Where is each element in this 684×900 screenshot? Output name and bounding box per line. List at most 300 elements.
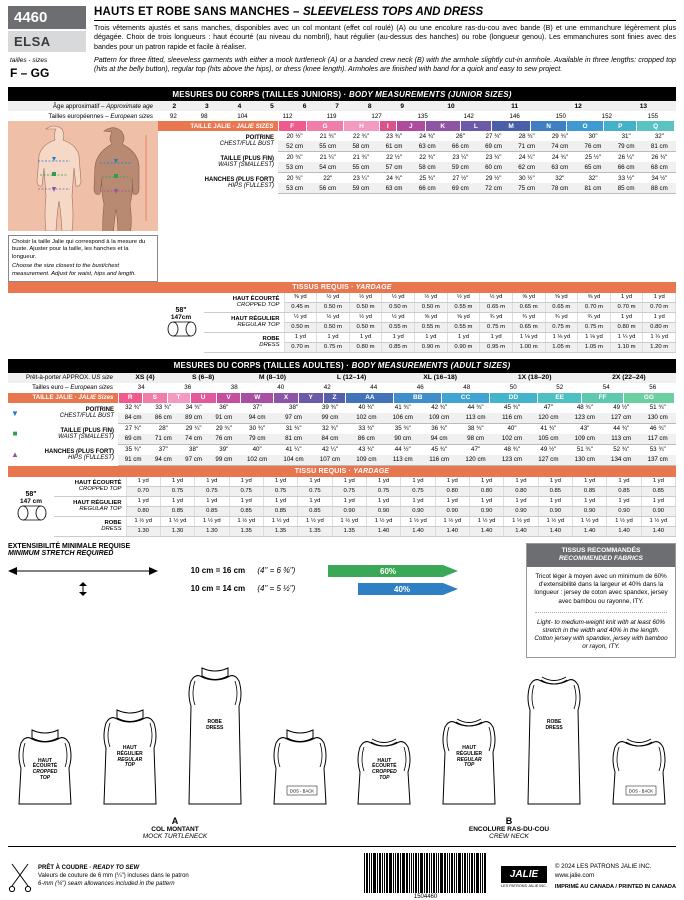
adult-yardage-bar-en: YARDAGE: [353, 467, 390, 475]
adult-m-cell: 0.75: [332, 486, 366, 496]
stretch-40-bar: [328, 581, 458, 597]
adult-fabric-width: [8, 491, 54, 523]
barcode: [364, 853, 487, 893]
barcode-bar: [369, 853, 370, 893]
adult-m-cell: 0.90: [504, 506, 538, 516]
junior-euro-cell-v: 119: [326, 112, 337, 120]
junior-letter-cell: J: [396, 121, 425, 131]
adult-letter-cell: Y: [298, 393, 323, 403]
title-row: [94, 6, 676, 21]
barcode-bar: [462, 853, 463, 893]
junior-section-fr: MESURES DU CORPS (TAILLES JUNIORS): [172, 89, 342, 99]
adult-letter-cell: GG: [623, 393, 674, 403]
junior-inch-cell: 32": [555, 174, 565, 182]
barcode-bar: [389, 853, 392, 893]
junior-yardage-bar-en: YARDAGE: [355, 283, 392, 291]
junior-euro-cell-v: 112: [282, 112, 293, 120]
garment-caption: HAUT RÉGULIER REGULAR TOP: [116, 745, 143, 769]
adult-inch-cell: 45 ¾": [504, 404, 520, 412]
adult-m-cell: 0.85: [572, 486, 606, 496]
adult-inch-cell: 37": [252, 404, 262, 412]
junior-yd-cell: ¾ yd: [578, 312, 611, 322]
stretch-row1-text: [158, 566, 328, 575]
adult-cm-cell: 94 cm: [148, 455, 178, 466]
adult-m-cell: 0.90: [607, 506, 641, 516]
adult-m-cell: 1.35: [332, 526, 366, 536]
adult-yd-cell: 1 yd: [263, 477, 297, 487]
adult-euro-cell: [118, 383, 676, 393]
junior-yard-row: [204, 312, 676, 322]
junior-inch-cell: 32": [654, 132, 664, 140]
garment-caption: HAUT RÉGULIER REGULAR TOP: [456, 745, 483, 769]
adult-letter-cell: FF: [582, 393, 623, 403]
barcode-bar: [415, 853, 417, 893]
view-b-letter: B: [505, 816, 513, 827]
adult-inch-cell: 43": [580, 425, 590, 433]
barcode-bar: [366, 853, 368, 893]
barcode-bar: [476, 853, 479, 893]
junior-m-cell: 0.50 m: [284, 322, 317, 332]
stretch-row-2: [8, 581, 518, 597]
junior-yd-cell: ½ yd: [284, 312, 317, 322]
adult-inch-cell: 41 ¾": [540, 425, 557, 433]
junior-inch-cell: 24 ¾": [386, 174, 403, 182]
adult-yard-label: HAUT ÉCOURTÉ CROPPED TOP: [54, 477, 126, 497]
adult-jalie-label-fr: TAILLE JALIE ·: [32, 394, 77, 402]
ready-line: [38, 865, 189, 873]
junior-inch-cell: 26 ¼": [618, 153, 635, 161]
barcode-bar: [482, 853, 483, 893]
adult-inch-cell: 35 ¾": [125, 446, 142, 454]
adult-letter-cell: T: [167, 393, 190, 403]
adult-jalie-label: [8, 393, 118, 403]
adult-cm-cell: 97 cm: [178, 455, 208, 466]
adult-row-marker-icon: ▼: [11, 408, 19, 418]
adult-cm-cell: 137 cm: [639, 455, 676, 466]
adult-cm-cell: 127 cm: [530, 455, 566, 466]
adult-yard-row-m: [54, 506, 676, 516]
junior-m-cell: 0.90 m: [415, 342, 448, 352]
junior-letter-cell: L: [460, 121, 491, 131]
junior-m-cell: 0.50 m: [317, 322, 350, 332]
adult-yd-cell: 1 ½ yd: [298, 516, 332, 526]
adult-inch-cell: 39": [219, 446, 229, 454]
adult-m-cell: 1.40: [607, 526, 641, 536]
junior-yd-cell: 1 yd: [643, 293, 676, 303]
junior-inch-cell: 23 ¾": [386, 132, 403, 140]
stretch-row2-text: [158, 584, 328, 593]
junior-cm-cell: 59 cm: [444, 162, 477, 173]
junior-m-cell: 0.75 m: [317, 342, 350, 352]
adult-inch-cell: 44 ¾": [467, 404, 484, 412]
adult-m-cell: 0.80: [504, 486, 538, 496]
junior-euro-values-row: [158, 111, 676, 121]
junior-inch-cell: 23 ¼": [452, 153, 469, 161]
junior-letter-cell: M: [491, 121, 531, 131]
barcode-bar: [420, 853, 423, 893]
junior-yd-cell: 1 yd: [349, 332, 382, 342]
adult-inch-cell: 44 ½": [394, 446, 411, 454]
junior-yd-cell: ½ yd: [415, 293, 448, 303]
adult-inch-cell: 38 ¾": [467, 425, 484, 433]
adult-yd-cell: 1 yd: [504, 477, 538, 487]
junior-m-cell: 0.55 m: [447, 302, 480, 312]
title-separator: –: [289, 6, 303, 18]
junior-yard-label: ROBE DRESS: [204, 332, 284, 352]
junior-m-cell: 0.80 m: [610, 322, 643, 332]
junior-m-cell: 0.55 m: [447, 322, 480, 332]
stretch-row2-in: (4" = 5 ½"): [257, 584, 296, 594]
junior-cm-cell: 58 cm: [344, 141, 377, 152]
jalie-logo-text: JALIE: [501, 866, 547, 883]
stretch-60-bar: [328, 563, 458, 579]
junior-age-cell: 12: [574, 102, 582, 110]
garment-drawing: [178, 662, 252, 814]
adult-cm-cell: 102 cm: [494, 434, 530, 445]
adult-m-cell: 1.40: [504, 526, 538, 536]
barcode-bar: [464, 853, 466, 893]
adult-inch-cell: 43 ¾": [358, 446, 375, 454]
junior-inch-cell: 23 ¼": [352, 174, 369, 182]
adult-m-cell: 1.35: [263, 526, 297, 536]
junior-yardage-bar: [8, 282, 676, 293]
adult-cm-cell: 76 cm: [209, 434, 239, 445]
junior-euro-cell-v: 135: [417, 112, 428, 120]
adult-m-cell: 1.40: [401, 526, 435, 536]
junior-section-bar: MESURES DU CORPS (TAILLES JUNIORS) · BODY MEASUREMENTS (JUNIOR SIZES): [8, 87, 676, 101]
barcode-bar: [429, 853, 430, 893]
junior-yd-cell: 1 yd: [317, 332, 350, 342]
adult-m-cell: 1.40: [469, 526, 503, 536]
adult-cm-cell: 134 cm: [603, 455, 639, 466]
fabric-roll-icon-2: [15, 505, 47, 521]
adult-yd-cell: 1 ½ yd: [195, 516, 229, 526]
adult-m-cell: 0.75: [401, 486, 435, 496]
adult-letter-cell: X: [274, 393, 299, 403]
adult-yd-cell: 1 yd: [298, 477, 332, 487]
junior-jalie-header-row: [158, 121, 676, 131]
adult-us-cell-v: XS (4): [135, 374, 155, 382]
junior-inch-cell: 20 ¾": [286, 153, 303, 161]
adult-euro-values-row: [118, 383, 676, 393]
garment-drawing: [432, 704, 506, 814]
junior-figure: [8, 121, 158, 282]
seam-en: 6-mm (¼") seam allowances included in the pattern: [38, 880, 175, 887]
adult-width-in: 58": [25, 490, 37, 498]
adult-inch-cell: 37": [158, 446, 168, 454]
adult-yard-row-m: [54, 486, 676, 496]
adult-euro-cell-v: 40: [277, 384, 285, 392]
adult-row-label: POITRINE CHEST/FULL BUST: [59, 407, 114, 420]
stretch-row1-in: (4" = 6 ⅜"): [257, 566, 296, 576]
junior-inch-cell: 32": [588, 174, 598, 182]
barcode-bar: [395, 853, 396, 893]
adult-m-cell: 0.90: [332, 506, 366, 516]
junior-age-row: [8, 101, 676, 111]
barcode-bar: [379, 853, 381, 893]
adult-yd-cell: 1 ½ yd: [641, 516, 675, 526]
adult-yd-cell: 1 ½ yd: [401, 516, 435, 526]
adult-cm-cell: 130 cm: [567, 455, 603, 466]
junior-yd-cell: ½ yd: [349, 312, 382, 322]
adult-m-cell: 1.35: [229, 526, 263, 536]
junior-yd-cell: ⅝ yd: [578, 293, 611, 303]
svg-text:DOS - BACK: DOS - BACK: [289, 788, 314, 794]
junior-cm-cell: 66 cm: [610, 162, 643, 173]
junior-cm-cell: 57 cm: [377, 162, 410, 173]
body-figure-illustration: [8, 121, 158, 231]
junior-inch-cell: 28 ¾": [518, 132, 535, 140]
junior-letter-cell: H: [344, 121, 379, 131]
adult-cm-cell: 71 cm: [148, 434, 178, 445]
junior-letter-cell: N: [531, 121, 566, 131]
adult-yard-label: HAUT RÉGULIER REGULAR TOP: [54, 496, 126, 516]
junior-row-label-en: WAIST (SMALLEST): [218, 162, 274, 168]
adult-m-cell: 0.85: [538, 486, 572, 496]
adult-us-row: [8, 373, 676, 383]
adult-yd-cell: 1 yd: [572, 496, 606, 506]
junior-cm-cell: 69 cm: [444, 183, 477, 194]
horizontal-arrow-icon: [8, 564, 158, 578]
junior-letter-cell: F: [279, 121, 307, 131]
view-a-letter: A: [171, 816, 179, 827]
adult-inch-cell: 42 ¾": [431, 404, 448, 412]
junior-letter-cell: G: [306, 121, 344, 131]
adult-us-label-fr: Prêt-à-porter APPROX.: [25, 374, 90, 382]
barcode-bar: [474, 853, 475, 893]
adult-inch-cell: 45 ¾": [431, 446, 448, 454]
junior-m-cell: 0.50 m: [317, 302, 350, 312]
junior-yd-cell: ¾ yd: [480, 312, 513, 322]
junior-m-cell: 0.80 m: [349, 342, 382, 352]
junior-cm-cell: 81 cm: [576, 183, 609, 194]
junior-age-label: [8, 101, 158, 111]
website-text[interactable]: www.jalie.com: [554, 871, 595, 879]
junior-euro-label-en: European sizes: [110, 112, 153, 120]
junior-euro-cell-v: 150: [555, 112, 566, 120]
junior-yd-cell: 1 yd: [415, 332, 448, 342]
junior-measure-row: [158, 152, 676, 163]
adult-cm-cell: 127 cm: [603, 413, 639, 424]
adult-yd-cell: 1 yd: [538, 477, 572, 487]
adult-m-cell: 0.80: [469, 486, 503, 496]
adult-yd-cell: 1 yd: [538, 496, 572, 506]
adult-m-cell: 0.75: [298, 486, 332, 496]
barcode-bar: [484, 853, 486, 893]
adult-m-cell: 1.40: [538, 526, 572, 536]
junior-measure-row: [158, 173, 676, 184]
junior-yd-cell: ⅜ yd: [284, 293, 317, 303]
barcode-bar: [386, 853, 388, 893]
stretch-section: [8, 543, 518, 659]
adult-inch-cell: 47": [543, 404, 553, 412]
adult-yd-cell: 1 yd: [401, 477, 435, 487]
adult-euro-cell-v: 54: [602, 384, 610, 392]
junior-yd-cell: 1 ⅛ yd: [512, 332, 545, 342]
recommended-body-fr: Tricot léger à moyen avec un minimum de 60% d'extensibilité dans la largeur et 40% dans la longueur : jersey de coton avec spandex, jersey avec bambou ou rayonne, ITY.: [534, 573, 668, 605]
barcode-bar: [447, 853, 448, 893]
adult-m-cell: 1.30: [195, 526, 229, 536]
junior-cm-cell: 60 cm: [477, 162, 510, 173]
junior-cm-cell: 81 cm: [643, 141, 676, 152]
adult-cm-cell: 107 cm: [312, 455, 348, 466]
adult-cm-cell: 91 cm: [209, 413, 239, 424]
adult-m-cell: 0.85: [298, 506, 332, 516]
vertical-arrow-icon: [8, 582, 158, 596]
junior-cm-cell: 88 cm: [643, 183, 676, 194]
adult-m-cell: 1.40: [366, 526, 400, 536]
adult-euro-cell-v: 44: [370, 384, 378, 392]
junior-euro-cell-v: 152: [601, 112, 612, 120]
junior-inch-cell: 26": [455, 132, 465, 140]
adult-yd-cell: 1 yd: [126, 477, 160, 487]
adult-cm-cell: 99 cm: [209, 455, 239, 466]
junior-yd-cell: ½ yd: [382, 312, 415, 322]
junior-letters-row: [279, 121, 675, 131]
junior-measure-row: [158, 131, 676, 141]
junior-m-cell: 0.70 m: [643, 302, 676, 312]
junior-m-cell: 0.50 m: [349, 322, 382, 332]
junior-euro-cell-v: 104: [237, 112, 248, 120]
adult-yd-cell: 1 ½ yd: [366, 516, 400, 526]
junior-cm-cell: 66 cm: [411, 183, 444, 194]
adult-m-cell: 0.85: [160, 506, 194, 516]
adult-jalie-label-en: JALIE Sizes: [78, 394, 114, 402]
junior-inch-cell: 20 ¾": [286, 174, 303, 182]
garment-caption: ROBE DRESS: [545, 719, 563, 731]
barcode-bar: [436, 853, 437, 893]
junior-cm-cell: 68 cm: [643, 162, 676, 173]
barcode-bar: [433, 853, 435, 893]
recommended-head-fr: TISSUS RECOMMANDÉS: [561, 546, 641, 554]
barcode-bar: [449, 853, 450, 893]
jalie-logo-sub: LES PATRONS JALIE INC.: [501, 883, 547, 888]
adult-inch-cell: 48 ¾": [576, 404, 593, 412]
adult-m-cell: 1.35: [298, 526, 332, 536]
adult-yardage-body: [8, 477, 676, 537]
garment-drawing: [602, 724, 676, 814]
footer-right: [501, 863, 676, 891]
adult-yd-cell: 1 yd: [435, 477, 469, 487]
junior-cm-cell: 79 cm: [610, 141, 643, 152]
junior-inch-cell: 23 ¾": [485, 153, 502, 161]
junior-letter-cell: K: [425, 121, 460, 131]
ready-en: READY TO SEW: [93, 865, 140, 872]
junior-yd-cell: ½ yd: [317, 293, 350, 303]
adult-inch-cell: 40 ¾": [358, 404, 375, 412]
junior-euro-cell-v: 155: [647, 112, 659, 120]
junior-yd-cell: 1 yd: [610, 293, 643, 303]
adult-cm-cell: 86 cm: [148, 413, 178, 424]
junior-yd-cell: 1 yd: [447, 332, 480, 342]
barcode-bar: [426, 853, 428, 893]
barcode-bar: [451, 853, 453, 893]
junior-inch-cell: 33 ½": [618, 174, 635, 182]
adult-yd-cell: 1 yd: [195, 496, 229, 506]
barcode-bar: [431, 853, 432, 893]
junior-cm-cell: 76 cm: [576, 141, 609, 152]
adult-yd-cell: 1 ½ yd: [229, 516, 263, 526]
adult-yd-cell: 1 yd: [298, 496, 332, 506]
junior-inch-cell: 25 ¾": [419, 174, 436, 182]
junior-row-label-en: HIPS (FULLEST): [227, 183, 274, 189]
stretch-title-fr: EXTENSIBILITÉ MINIMALE REQUISE: [8, 542, 131, 550]
junior-yd-cell: ⅝ yd: [447, 312, 480, 322]
adult-m-cell: 0.90: [572, 506, 606, 516]
adult-us-cell-v: M (8–10): [258, 374, 287, 382]
junior-yd-cell: 1 ⅛ yd: [545, 332, 578, 342]
adult-letter-cell: AA: [346, 393, 394, 403]
adult-cm-cell: 116 cm: [421, 455, 457, 466]
junior-m-cell: 0.70 m: [284, 342, 317, 352]
adult-inch-cell: 47": [471, 446, 481, 454]
junior-age-cell: 4: [237, 102, 242, 110]
adult-letter-cell: CC: [442, 393, 490, 403]
adult-inch-cell: 33 ¾": [155, 404, 172, 412]
adult-m-cell: 1.40: [641, 526, 675, 536]
junior-age-cell: 8: [367, 102, 372, 110]
junior-euro-cell-v: 92: [169, 112, 177, 120]
junior-yd-cell: 1 yd: [480, 332, 513, 342]
barcode-bar: [480, 853, 481, 893]
sizes-label: tailles - sizes: [10, 57, 48, 64]
adult-cm-cell: 109 cm: [421, 413, 457, 424]
junior-row-label: [158, 173, 278, 194]
footer-text: [38, 865, 189, 888]
adult-letter-cell: Z: [323, 393, 346, 403]
adult-yd-cell: 1 yd: [641, 477, 675, 487]
adult-inch-cell: 44 ¾": [613, 425, 630, 433]
junior-yd-cell: 1 yd: [643, 312, 676, 322]
adult-inch-cell: 51 ¾": [576, 446, 593, 454]
junior-cm-cell: 54 cm: [311, 162, 344, 173]
adult-row-label: HANCHES (PLUS FORT) HIPS (FULLEST): [44, 448, 114, 461]
adult-cm-cell: 109 cm: [348, 455, 384, 466]
stretch-row-1: [8, 563, 518, 579]
junior-inch-cell: 21 ¼": [319, 153, 336, 161]
adult-cm-cell: 69 cm: [118, 434, 148, 445]
adult-euro-cell-v: 48: [463, 384, 471, 392]
adult-m-cell: 0.75: [160, 486, 194, 496]
adult-inch-cell: 36": [219, 404, 229, 412]
junior-m-cell: 0.65 m: [512, 302, 545, 312]
barcode-bar: [469, 853, 470, 893]
adult-m-cell: 1.30: [126, 526, 160, 536]
adult-cm-cell: 113 cm: [603, 434, 639, 445]
adult-euro-cell-v: 42: [323, 384, 331, 392]
junior-age-label-fr: Âge approximatif –: [52, 102, 105, 110]
adult-yd-cell: 1 ½ yd: [435, 516, 469, 526]
adult-inch-cell: 32 ¾": [321, 425, 338, 433]
adult-cm-cell: 120 cm: [457, 455, 493, 466]
adult-inch-cell: 52 ¾": [613, 446, 630, 454]
junior-row-label: [158, 152, 278, 173]
junior-inch-cell: 24 ¼": [518, 153, 535, 161]
barcode-bar: [454, 853, 455, 893]
adult-cm-cell: 94 cm: [421, 434, 457, 445]
garment-drawing: [517, 662, 591, 814]
junior-m-cell: 0.65 m: [480, 302, 513, 312]
adult-yd-cell: 1 yd: [469, 477, 503, 487]
junior-cm-cell: 52 cm: [278, 141, 311, 152]
barcode-bar: [400, 853, 401, 893]
adult-inch-cell: 51 ¾": [649, 404, 666, 412]
adult-us-cell-v: 1X (18–20): [517, 374, 552, 382]
junior-yard-row: [204, 332, 676, 342]
adult-inch-cell: 29 ¾": [215, 425, 232, 433]
barcode-bar: [438, 853, 439, 893]
junior-body: [8, 121, 676, 282]
